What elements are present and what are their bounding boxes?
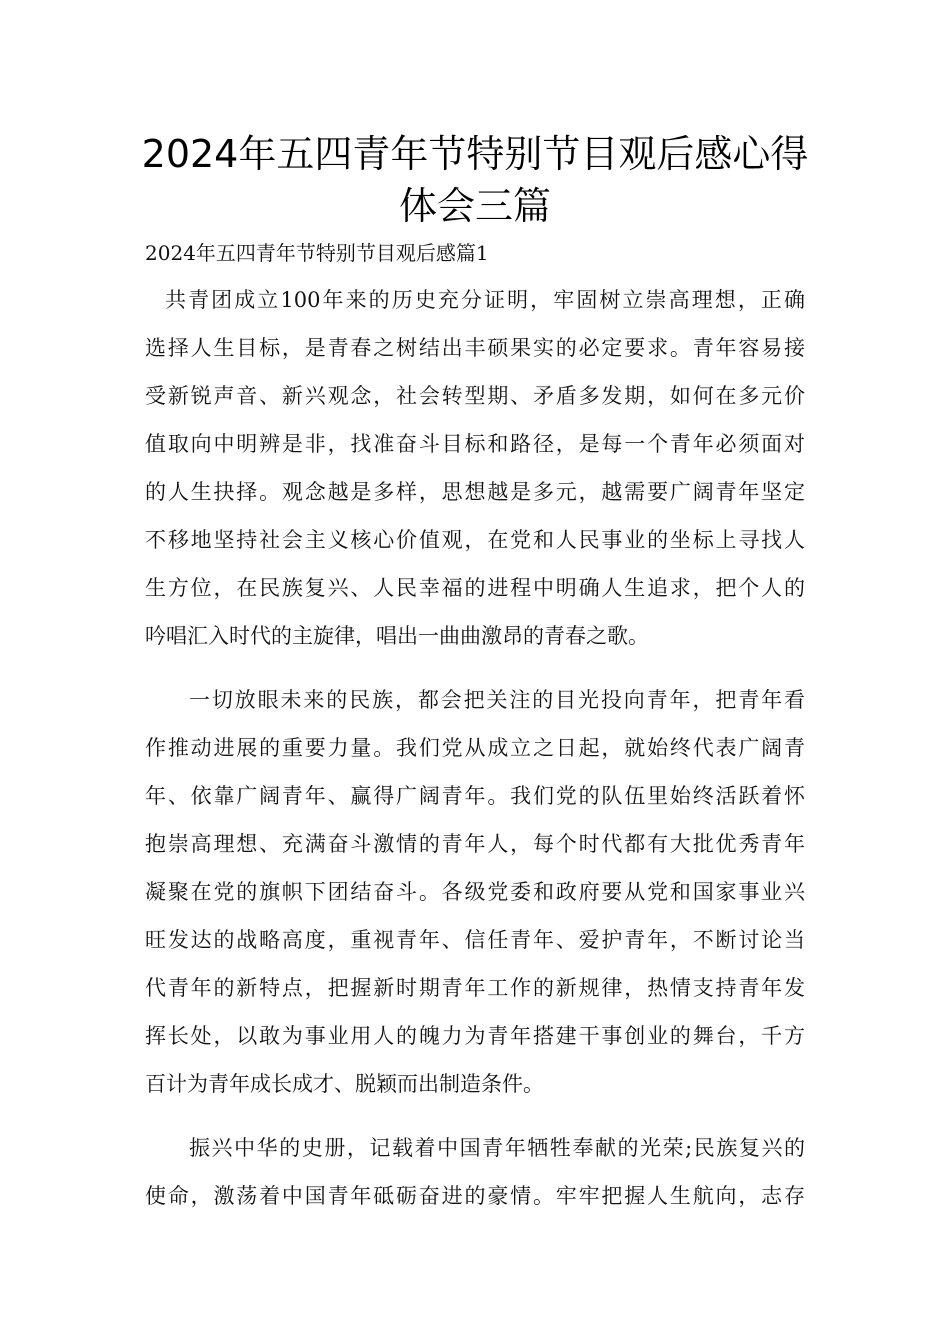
body-line: 选择人生目标，是青春之树结出丰硕果实的必定要求。青年容易接 (145, 336, 805, 360)
body-line: 旺发达的战略高度，重视青年、信任青年、爱护青年，不断讨论当 (145, 928, 805, 952)
body-line: 生方位，在民族复兴、人民幸福的进程中明确人生追求，把个人的 (145, 576, 805, 600)
body-line: 作推动进展的重要力量。我们党从成立之日起，就始终代表广阔青 (145, 736, 805, 760)
body-line: 代青年的新特点，把握新时期青年工作的新规律，热情支持青年发 (145, 976, 805, 1000)
body-line: 使命，激荡着中国青年砥砺奋进的豪情。牢牢把握人生航向，志存 (145, 1184, 805, 1208)
body-line: 受新锐声音、新兴观念，社会转型期、矛盾多发期，如何在多元价 (145, 384, 805, 408)
body-line: 一切放眼未来的民族，都会把关注的目光投向青年，把青年看 (189, 688, 805, 712)
body-line: 凝聚在党的旗帜下团结奋斗。各级党委和政府要从党和国家事业兴 (145, 880, 805, 904)
body-line: 抱崇高理想、充满奋斗激情的青年人，每个时代都有大批优秀青年 (145, 832, 805, 856)
body-line: 吟唱汇入时代的主旋律，唱出一曲曲激昂的青春之歌。 (145, 624, 649, 648)
document-title-line-1: 2024年五四青年节特别节目观后感心得 (141, 132, 809, 176)
body-line: 年、依靠广阔青年、赢得广阔青年。我们党的队伍里始终活跃着怀 (145, 784, 805, 808)
document-title-line-2: 体会三篇 (398, 184, 551, 228)
body-line: 不移地坚持社会主义核心价值观，在党和人民事业的坐标上寻找人 (145, 528, 805, 552)
body-line: 的人生抉择。观念越是多样，思想越是多元，越需要广阔青年坚定 (145, 480, 805, 504)
section-heading: 2024年五四青年节特别节目观后感篇1 (145, 241, 489, 265)
body-line: 挥长处，以敢为事业用人的魄力为青年搭建干事创业的舞台，千方 (145, 1024, 805, 1048)
body-line: 百计为青年成长成才、脱颖而出制造条件。 (145, 1072, 544, 1096)
body-line: 振兴中华的史册，记载着中国青年牺牲奉献的光荣;民族复兴的 (189, 1136, 805, 1160)
body-line: 值取向中明辨是非，找准奋斗目标和路径，是每一个青年必须面对 (145, 432, 805, 456)
body-line: 共青团成立100年来的历史充分证明，牢固树立崇高理想，正确 (165, 288, 805, 312)
